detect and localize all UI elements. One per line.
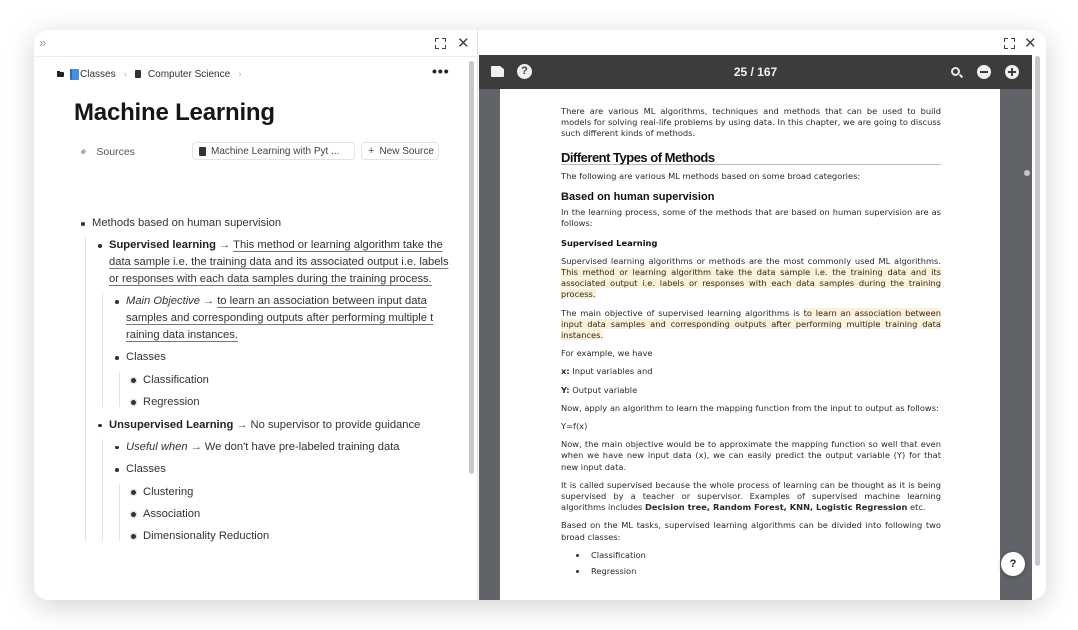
pdf-paragraph: The following are various ML methods based on some broad categories:: [561, 170, 861, 181]
arrow-icon: →: [236, 418, 248, 431]
pdf-scrollbar[interactable]: [1035, 56, 1040, 566]
outline-item[interactable]: Regression: [131, 394, 460, 411]
outline-item[interactable]: Classification: [131, 372, 460, 389]
arrow-icon: →: [203, 295, 215, 308]
pdf-paragraph: Based on the ML tasks, supervised learning algorithms can be divided into following two broad classes:: [561, 520, 941, 542]
source-chip-label: Machine Learning with Pyt ...: [211, 145, 340, 157]
outline: [80, 215, 460, 551]
expand-icon[interactable]: [1004, 38, 1015, 49]
outline-item[interactable]: Classes: [114, 461, 460, 478]
link-icon: ⚭: [77, 145, 92, 159]
pdf-list: [575, 550, 941, 577]
outline-item[interactable]: Useful when → We don't have pre-labeled training data: [114, 439, 460, 456]
outline-item[interactable]: Classes: [114, 349, 460, 366]
breadcrumb-item-computer-science[interactable]: Computer Science: [147, 68, 231, 80]
expand-icon[interactable]: [435, 38, 446, 49]
new-source-label: New Source: [379, 145, 434, 157]
search-icon[interactable]: [951, 67, 960, 76]
outline-item[interactable]: Unsupervised Learning → No supervisor to provide guidance: [97, 417, 460, 434]
pdf-page: [500, 89, 1000, 600]
close-icon[interactable]: ✕: [1024, 35, 1037, 52]
outline-item[interactable]: Association: [131, 506, 460, 523]
pdf-paragraph: Now, apply an algorithm to learn the mapping function from the input to output as follows:: [561, 402, 939, 413]
sources-label-row: [77, 143, 135, 161]
outline-node-supervised: [97, 237, 460, 411]
help-icon[interactable]: ?: [517, 64, 532, 79]
pdf-paragraph: For example, we have: [561, 348, 653, 359]
close-icon[interactable]: ✕: [457, 35, 470, 52]
page-counter: 25 / 167: [733, 65, 778, 79]
folder-icon: [57, 72, 64, 77]
outline-node-root: [80, 215, 460, 545]
outline-item[interactable]: Main Objective → to learn an association between input data samples and corresponding outputs after performing multiple t raining data instances.: [114, 293, 460, 343]
app-window: [34, 30, 1046, 600]
outline-item[interactable]: Clustering: [131, 484, 460, 501]
pdf-pane: [479, 30, 1046, 600]
highlight[interactable]: to learn an association between input data samples and corresponding outputs after performing multiple training data instances.: [561, 307, 941, 341]
arrow-icon: →: [218, 239, 231, 252]
page-scroll-indicator: [1024, 170, 1030, 176]
outline-node-unsupervised: [97, 417, 460, 546]
chevron-right-icon: ›: [238, 68, 242, 80]
breadcrumb-item-classes[interactable]: Classes: [80, 68, 116, 80]
pdf-viewport[interactable]: [479, 89, 1032, 600]
pdf-paragraph: Y: Output variable: [561, 384, 638, 395]
book-icon: [70, 69, 79, 80]
pdf-paragraph: Supervised learning algorithms or methods are the most commonly used ML algorithms. This method or learning algorithm take the data sample i.e. the training data and its associated output i.e. labels or responses with each data samples during the training process.: [561, 255, 941, 300]
outline-item[interactable]: Methods based on human supervision: [80, 215, 460, 232]
new-source-button[interactable]: [361, 142, 439, 160]
zoom-out-icon[interactable]: [977, 65, 991, 79]
notes-topbar: [34, 30, 478, 57]
pdf-heading: Different Types of Methods: [561, 152, 941, 165]
notes-scrollbar[interactable]: [469, 61, 474, 474]
more-options-button[interactable]: •••: [432, 63, 450, 79]
pdf-icon: [199, 147, 206, 156]
page-title: Machine Learning: [74, 99, 275, 126]
sources-label: Sources: [96, 146, 135, 158]
pdf-subsubheading: Supervised Learning: [561, 237, 658, 248]
document-icon: [135, 70, 141, 78]
pdf-formula: Y=f(x): [561, 421, 588, 432]
pdf-list-item: Classification: [575, 550, 941, 561]
help-button[interactable]: ?: [1001, 552, 1025, 576]
notes-pane: [34, 30, 478, 600]
pdf-list-item: Regression: [575, 566, 941, 577]
pdf-paragraph: The main objective of supervised learning algorithms is to learn an association between input data samples and corresponding outputs after performing multiple training data instances.: [561, 307, 941, 341]
pdf-toolbar: [479, 55, 1032, 89]
outline-item[interactable]: Dimensionality Reduction: [131, 528, 460, 545]
plus-icon: +: [368, 145, 375, 157]
pdf-subheading: Based on human supervision: [561, 191, 715, 204]
pdf-paragraph: Now, the main objective would be to approximate the mapping function so well that even when we have new input data (x), we can easily predict the output variable (Y) for that new input data.: [561, 439, 941, 472]
breadcrumb: [57, 67, 250, 81]
outline-item[interactable]: Supervised learning → This method or learning algorithm take the data sample i.e. the training data and its associated output i.e. labels or responses with each data samples during the training process.: [97, 237, 460, 287]
pdf-paragraph: There are various ML algorithms, techniques and methods that can be used to build models for solving real-life problems by using data. In this chapter, we are going to discuss such different kinds of methods.: [561, 106, 941, 139]
collapse-sidebar-icon[interactable]: »: [39, 35, 47, 50]
source-chip[interactable]: [192, 142, 355, 160]
chevron-right-icon: ›: [123, 68, 127, 80]
pdf-topbar: [479, 30, 1046, 55]
pdf-paragraph: It is called supervised because the whole process of learning can be thought as it is being supervised by a teacher or supervisor. Examples of supervised machine learning algorithms includes Decision tree, Random Forest, KNN, Logistic Regression etc.: [561, 479, 941, 513]
highlight[interactable]: This method or learning algorithm take the data sample i.e. the training data and its associated output i.e. labels or responses with each data samples during the training process.: [561, 267, 941, 300]
arrow-icon: →: [190, 440, 202, 453]
pdf-paragraph: x: Input variables and: [561, 366, 653, 377]
pdf-paragraph: In the learning process, some of the methods that are based on human supervision are as follows:: [561, 207, 941, 229]
zoom-in-icon[interactable]: [1005, 65, 1019, 79]
